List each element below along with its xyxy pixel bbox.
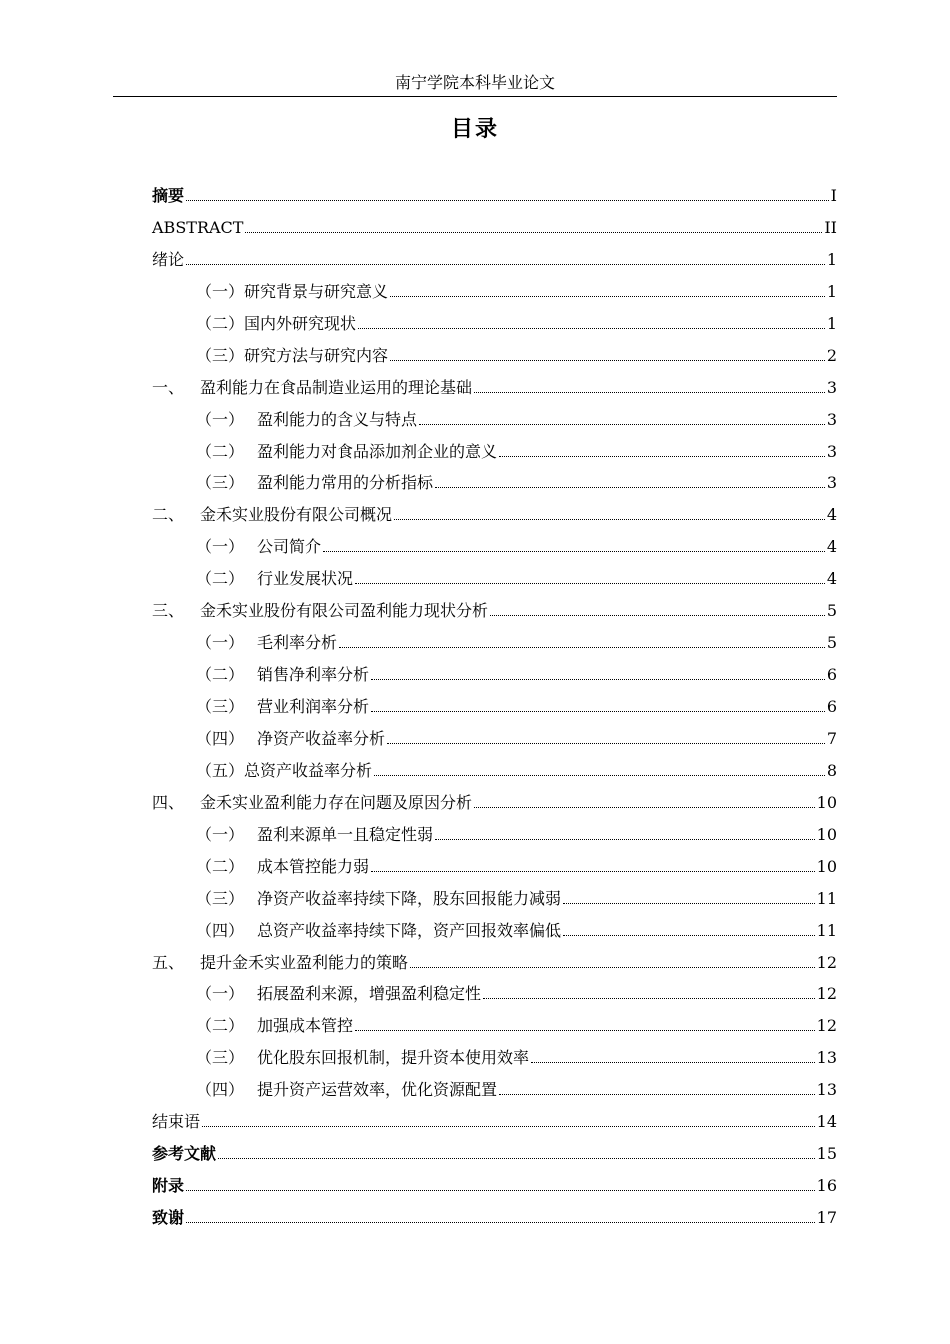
toc-entry-conclusion[interactable] <box>152 1106 837 1138</box>
toc-entry-4-1[interactable] <box>152 819 837 851</box>
dot-leader <box>563 934 815 936</box>
toc-entry-page: 1 <box>826 249 837 269</box>
toc-entry-text: 金禾实业股份有限公司盈利能力现状分析 <box>200 601 489 621</box>
toc-entry-text: 总资产收益率分析 <box>244 760 373 780</box>
toc-entry-number: 五、 <box>152 952 185 972</box>
toc-entry-introduction[interactable] <box>152 244 837 276</box>
dot-leader <box>186 263 825 265</box>
dot-leader <box>218 1157 815 1159</box>
toc-entry-page: 4 <box>826 569 837 589</box>
running-header: 南宁学院本科毕业论文 <box>113 70 837 97</box>
dot-leader <box>531 1061 815 1063</box>
toc-entry-number: （三） <box>196 345 245 365</box>
toc-entry-page: 3 <box>826 377 837 397</box>
toc-entry-chapter-1[interactable] <box>152 372 837 404</box>
dot-leader <box>358 327 825 329</box>
dot-leader <box>419 423 825 425</box>
toc-entry-page: 3 <box>826 409 837 429</box>
dot-leader <box>186 1189 815 1191</box>
toc-entry-number: （一） <box>196 409 245 429</box>
toc-entry-number: （四） <box>196 1080 245 1100</box>
toc-entry-page: 2 <box>826 345 837 365</box>
toc-entry-text: 成本管控能力弱 <box>257 856 370 876</box>
dot-leader <box>390 359 825 361</box>
dot-leader <box>355 1029 815 1031</box>
toc-entry-text: 公司简介 <box>257 537 322 557</box>
toc-entry-number: （三） <box>196 1048 245 1068</box>
toc-entry-intro-3[interactable] <box>152 340 837 372</box>
toc-entry-text: 提升金禾实业盈利能力的策略 <box>200 952 409 972</box>
toc-entry-text: 摘要 <box>152 186 185 205</box>
dot-leader <box>474 806 815 808</box>
toc-entry-text: 绪论 <box>152 249 185 269</box>
toc-entry-number: （一） <box>196 281 245 301</box>
toc-entry-page: 7 <box>826 728 837 748</box>
toc-entry-text: 提升资产运营效率，优化资源配置 <box>257 1080 498 1100</box>
toc-entry-3-1[interactable] <box>152 627 837 659</box>
toc-entry-number: （二） <box>196 313 245 333</box>
toc-entry-page: 13 <box>816 1048 837 1068</box>
toc-entry-number: （二） <box>196 856 245 876</box>
toc-entry-references[interactable] <box>152 1138 837 1170</box>
toc-entry-page: 4 <box>826 505 837 525</box>
toc-entry-chapter-3[interactable] <box>152 595 837 627</box>
toc-entry-3-5[interactable] <box>152 755 837 787</box>
toc-entry-chapter-5[interactable] <box>152 947 837 979</box>
toc-entry-page: 13 <box>816 1080 837 1100</box>
toc-entry-text: 优化股东回报机制，提升资本使用效率 <box>257 1048 530 1068</box>
dot-leader <box>435 486 825 488</box>
toc-entry-2-1[interactable] <box>152 531 837 563</box>
toc-entry-page: 11 <box>816 920 837 940</box>
toc-entry-2-2[interactable] <box>152 563 837 595</box>
toc-entry-page: 17 <box>816 1208 837 1227</box>
toc-entry-page: 15 <box>816 1144 837 1164</box>
toc-entry-number: （一） <box>196 537 245 557</box>
toc-entry-number: （一） <box>196 824 245 844</box>
toc-entry-text: 行业发展状况 <box>257 569 354 589</box>
toc-entry-page: 16 <box>816 1176 837 1196</box>
toc-entry-page: 12 <box>816 952 837 972</box>
toc-entry-number: （三） <box>196 697 245 716</box>
toc-entry-text: 金禾实业股份有限公司概况 <box>200 505 393 525</box>
toc-entry-1-3[interactable] <box>152 467 837 499</box>
toc-entry-page: 12 <box>816 984 837 1004</box>
toc-entry-page: 10 <box>816 856 837 876</box>
toc-entry-text: 拓展盈利来源，增强盈利稳定性 <box>257 984 482 1004</box>
dot-leader <box>374 774 825 776</box>
dot-leader <box>410 966 815 968</box>
toc-entry-number: （一） <box>196 984 245 1004</box>
toc-entry-page: 8 <box>826 760 837 780</box>
dot-leader <box>323 550 825 552</box>
toc-entry-chapter-4[interactable] <box>152 787 837 819</box>
toc-entry-number: 一、 <box>152 377 185 397</box>
toc-entry-text: 净资产收益率持续下降，股东回报能力减弱 <box>257 888 562 908</box>
toc-entry-text: 营业利润率分析 <box>257 697 370 716</box>
toc-entry-text: 金禾实业盈利能力存在问题及原因分析 <box>200 792 473 812</box>
toc-entry-4-3[interactable] <box>152 883 837 915</box>
dot-leader <box>387 742 825 744</box>
toc-entry-5-3[interactable] <box>152 1042 837 1074</box>
toc-entry-number: （四） <box>196 920 245 940</box>
toc-entry-text: 总资产收益率持续下降，资产回报效率偏低 <box>257 920 562 940</box>
toc-entry-text: 国内外研究现状 <box>244 313 357 333</box>
toc-entry-page: 4 <box>826 537 837 557</box>
toc-entry-number: 四、 <box>152 792 185 812</box>
toc-entry-number: （二） <box>196 569 245 589</box>
dot-leader <box>490 614 825 616</box>
toc-entry-page: 12 <box>816 1016 837 1036</box>
dot-leader <box>474 391 825 393</box>
toc-entry-text: 盈利来源单一且稳定性弱 <box>257 824 434 844</box>
toc-entry-page: 1 <box>826 313 837 333</box>
toc-entry-text: 盈利能力对食品添加剂企业的意义 <box>257 441 498 461</box>
toc-entry-text: 销售净利率分析 <box>257 665 370 685</box>
dot-leader <box>371 870 815 872</box>
toc-entry-number: 三、 <box>152 601 185 621</box>
toc-entry-number: （四） <box>196 728 245 748</box>
dot-leader <box>390 295 825 297</box>
toc-entry-intro-2[interactable] <box>152 308 837 340</box>
toc-entry-4-4[interactable] <box>152 915 837 947</box>
toc-entry-3-2[interactable] <box>152 659 837 691</box>
toc-entry-page: II <box>824 217 837 237</box>
toc-entry-page: 10 <box>816 824 837 844</box>
toc-entry-abstract-en[interactable] <box>152 212 837 244</box>
dot-leader <box>371 678 825 680</box>
dot-leader <box>355 582 825 584</box>
dot-leader <box>339 646 825 648</box>
toc-entry-5-4[interactable] <box>152 1074 837 1106</box>
toc-entry-text: 加强成本管控 <box>257 1016 354 1036</box>
toc-entry-number: （三） <box>196 473 245 493</box>
dot-leader <box>245 231 822 233</box>
toc-entry-page: 3 <box>826 441 837 461</box>
toc-title: 目录 <box>450 117 499 142</box>
toc-entry-page: 3 <box>826 473 837 493</box>
toc-entry-5-1[interactable] <box>152 978 837 1010</box>
toc-entry-page: 6 <box>826 665 837 685</box>
toc-entry-number: （二） <box>196 441 245 461</box>
dot-leader <box>435 838 815 840</box>
toc-entry-page: 6 <box>826 697 837 716</box>
dot-leader <box>186 199 829 201</box>
toc-entry-number: （二） <box>196 1016 245 1036</box>
toc-entry-abstract-cn[interactable] <box>152 180 837 212</box>
dot-leader <box>394 518 825 520</box>
toc-entry-5-2[interactable] <box>152 1010 837 1042</box>
dot-leader <box>499 455 825 457</box>
toc-entry-page: I <box>830 186 837 205</box>
toc-entry-page: 1 <box>826 281 837 301</box>
toc-entry-number: （三） <box>196 888 245 908</box>
table-of-contents <box>152 180 837 1234</box>
toc-entry-page: 10 <box>816 792 837 812</box>
toc-entry-text: 研究背景与研究意义 <box>244 281 389 301</box>
toc-entry-text: 盈利能力常用的分析指标 <box>257 473 434 493</box>
toc-entry-number: 二、 <box>152 505 185 525</box>
toc-entry-appendix[interactable] <box>152 1170 837 1202</box>
toc-entry-number: （一） <box>196 633 245 653</box>
toc-entry-text: 盈利能力的含义与特点 <box>257 409 418 429</box>
toc-entry-text: 毛利率分析 <box>257 633 338 653</box>
toc-entry-4-2[interactable] <box>152 851 837 883</box>
dot-leader <box>186 1221 815 1223</box>
toc-entry-page: 5 <box>826 601 837 621</box>
toc-entry-acknowledgements[interactable] <box>152 1202 837 1234</box>
toc-entry-page: 5 <box>826 633 837 653</box>
toc-entry-text: 附录 <box>152 1176 185 1196</box>
dot-leader <box>202 1125 815 1127</box>
toc-entry-1-1[interactable] <box>152 404 837 436</box>
dot-leader <box>483 997 815 999</box>
toc-entry-text: ABSTRACT <box>152 217 244 237</box>
toc-entry-intro-1[interactable] <box>152 276 837 308</box>
dot-leader <box>371 710 825 712</box>
toc-entry-text: 盈利能力在食品制造业运用的理论基础 <box>200 377 473 397</box>
toc-entry-chapter-2[interactable] <box>152 499 837 531</box>
toc-entry-text: 净资产收益率分析 <box>257 728 386 748</box>
toc-entry-text: 致谢 <box>152 1208 185 1227</box>
dot-leader <box>563 902 815 904</box>
toc-entry-page: 11 <box>816 888 837 908</box>
toc-entry-3-4[interactable] <box>152 723 837 755</box>
toc-entry-number: （五） <box>196 760 245 780</box>
toc-entry-page: 14 <box>816 1112 837 1132</box>
toc-entry-text: 研究方法与研究内容 <box>244 345 389 365</box>
toc-entry-3-3[interactable] <box>152 691 837 723</box>
toc-entry-text: 结束语 <box>152 1112 201 1132</box>
toc-entry-number: （二） <box>196 665 245 685</box>
dot-leader <box>499 1093 815 1095</box>
toc-entry-1-2[interactable] <box>152 436 837 468</box>
toc-entry-text: 参考文献 <box>152 1144 217 1164</box>
